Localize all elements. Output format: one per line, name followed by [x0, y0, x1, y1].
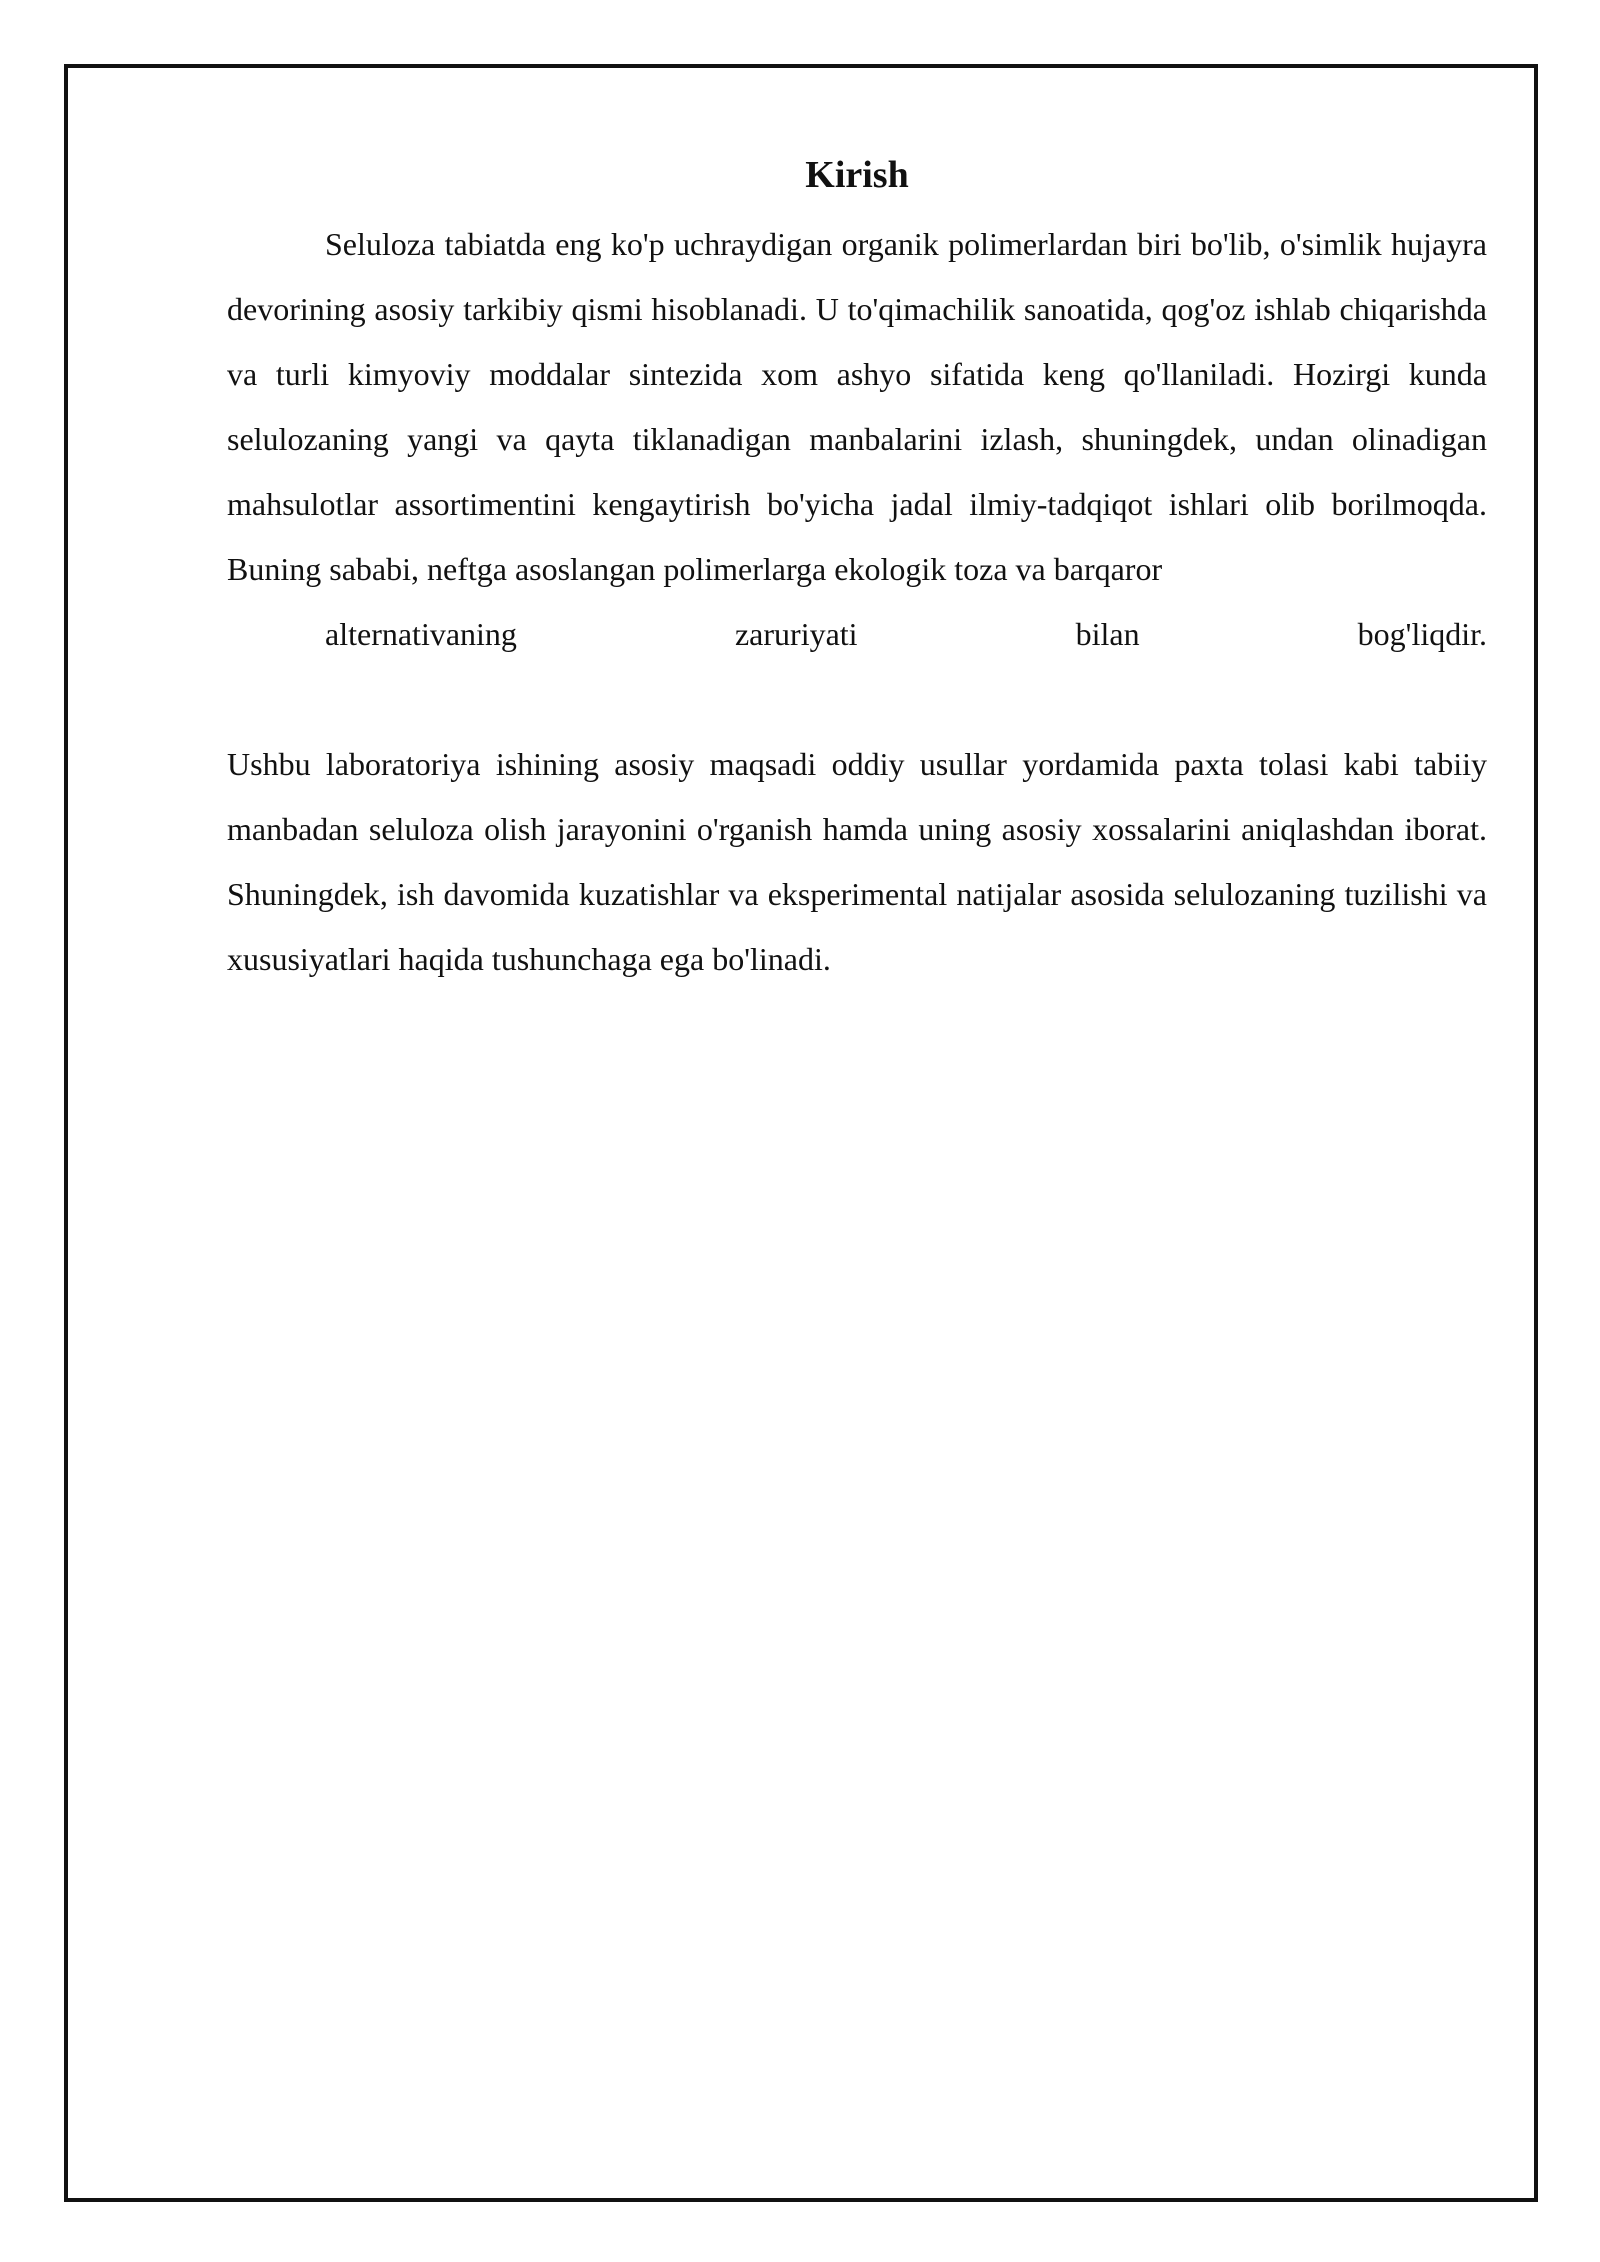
document-body [227, 150, 1487, 992]
goal-paragraph: Ushbu laboratoriya ishining asosiy maqsadi oddiy usullar yordamida paxta tolasi kabi tabiiy manbadan seluloza olish jarayonini o'rganish hamda uning asosiy xossalarini aniqlashdan iborat. Shuningdek, ish davomida kuzatishlar va eksperimental natijalar asosida selulozaning tuzilishi va xususiyatlari haqida tushunchaga ega bo'linadi. [227, 746, 1487, 977]
intro-paragraph-last-line: alternativaning zaruriyati bilan bog'liqdir. [325, 616, 1487, 652]
paragraph-spacer [227, 667, 1487, 732]
section-title: Kirish [805, 154, 909, 196]
intro-paragraph-text: Seluloza tabiatda eng ko'p uchraydigan organik polimerlardan biri bo'lib, o'simlik hujayra devorining asosiy tarkibiy qismi hisoblanadi. U to'qimachilik sanoatida, qog'oz ishlab chiqarishda va turli kimyoviy moddalar sintezida xom ashyo sifatida keng qo'llaniladi. Hozirgi kunda selulozaning yangi va qayta tiklanadigan manbalarini izlash, shuningdek, undan olinadigan mahsulotlar assortimentini kengaytirish bo'yicha jadal ilmiy-tadqiqot ishlari olib borilmoqda. Buning sababi, neftga asoslangan polimerlarga ekologik toza va barqaror [227, 226, 1487, 587]
intro-paragraph [227, 212, 1487, 667]
